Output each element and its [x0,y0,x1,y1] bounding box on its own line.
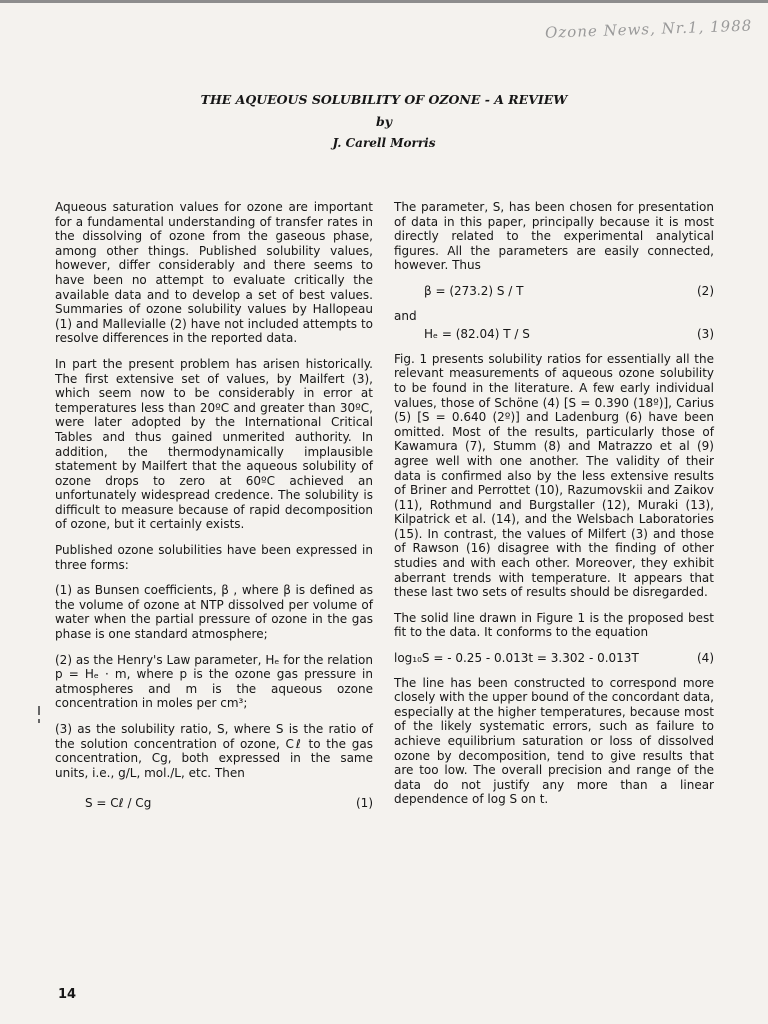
equation-3 [394,327,714,342]
byline-by: by [375,114,392,129]
paragraph-intro: Aqueous saturation values for ozone are important for a fundamental understanding of transfer rates in the dissolving of ozone from the gaseous phase, among other things. Published solubility values, however, differ considerably and there seems to have been no attempt to evaluate critically the available data and to develop a set of best values. Summaries of ozone solubility values by Hallopeau (1) and Mallevialle (2) have not included attempts to resolve differences in the reported data. [55,200,373,346]
paragraph-figure-1: Fig. 1 presents solubility ratios for essentially all the relevant measurements of aqueous ozone solubility to be found in the literature. A few early individual values, those of Schöne (4) [S = 0.390 (18º)], Carius (5) [S = 0.640 (2º)] and Ladenburg (6) have been omitted. Most of the results, particularly those of Kawamura (7), Stumm (8) and Matrazzo et al (9) agree well with one another. The validity of their data is confirmed also by the less extensive results of Briner and Perrottet (10), Razumovskii and Zaikov (11), Rothmund and Burgstaller (12), Muraki (13), Kilpatrick et al. (14), and the Welsbach Laboratories (15). In contrast, the values of Milfert (3) and those of Rawson (16) disagree with the finding of other studies and with each other. Moreover, they exhibit aberrant trends with temperature. It appears that these last two sets of results should be disregarded. [394,351,714,600]
equation-2-number: (2) [697,283,714,298]
paragraph-forms-intro: Published ozone solubilities have been expressed in three forms: [55,543,373,572]
margin-mark [38,706,40,726]
equation-4-number: (4) [697,651,714,666]
paragraph-form-henry: (2) as the Henry's Law parameter, Hₑ for the relation p = Hₑ · m, where p is the ozone gas pressure in atmospheres and m is the aqueous ozone concentration in moles per cm³; [55,652,373,711]
paragraph-form-bunsen: (1) as Bunsen coefficients, β , where β is defined as the volume of ozone at NTP dissolved per volume of water when the partial pressure of ozone in the gas phase is one standard atmosphere; [55,583,373,642]
paragraph-parameter-choice: The parameter, S, has been chosen for presentation of data in this paper, principally because it is most directly related to the experimental analytical figures. All the parameters are easily connected, however. Thus [394,200,714,273]
paragraph-history: In part the present problem has arisen historically. The first extensive set of values, by Mailfert (3), which seem now to be considerably in error at temperatures less than 20ºC and greater than 30ºC, were later adopted by the International Critical Tables and thus gained unmerited authority. In addition, the thermodynamically implausible statement by Mailfert that the aqueous solubility of ozone drops to zero at 60ºC achieved an unfortunately widespread credence. The solubility is difficult to measure because of rapid decomposition of ozone, but it certainly exists. [55,356,373,532]
page-number: 14 [58,987,77,1002]
paragraph-best-fit: The solid line drawn in Figure 1 is the proposed best fit to the data. It conforms to the equation [394,610,714,640]
left-column [55,200,373,821]
right-column [394,200,714,807]
author-name: J. Carell Morris [332,136,436,150]
equation-2 [394,284,714,299]
equation-3-number: (3) [697,327,714,342]
paragraph-line-construction: The line has been constructed to correspond more closely with the upper bound of the concordant data, especially at the higher temperatures, because most of the likely systematic errors, such as failure to achieve equilibrium saturation or loss of dissolved ozone by decomposition, tend to give results that are too low. The overall precision and range of the data do not justify any more than a linear dependence of log S on t. [394,675,714,807]
scan-top-edge [0,0,768,3]
paragraph-form-ratio: (3) as the solubility ratio, S, where S is the ratio of the solution concentration of ozone, Cℓ to the gas concentration, Cg, both expressed in the same units, i.e., g/L, mol./L, etc. Then [55,722,373,780]
equation-4-formula: log₁₀S = - 0.25 - 0.013t = 3.302 - 0.013T [394,651,639,666]
equation-3-formula: Hₑ = (82.04) T / S [424,327,530,342]
equation-1-number: (1) [356,796,373,811]
equation-2-formula: β = (273.2) S / T [424,283,524,298]
handwritten-source-note: Ozone News, Nr.1, 1988 [544,16,753,42]
equation-1 [55,796,373,811]
equation-1-formula: S = Cℓ / Cg [85,796,152,811]
article-title: THE AQUEOUS SOLUBILITY OF OZONE - A REVIEW [200,92,568,107]
connector-and: and [394,308,417,323]
equation-4 [394,651,714,666]
